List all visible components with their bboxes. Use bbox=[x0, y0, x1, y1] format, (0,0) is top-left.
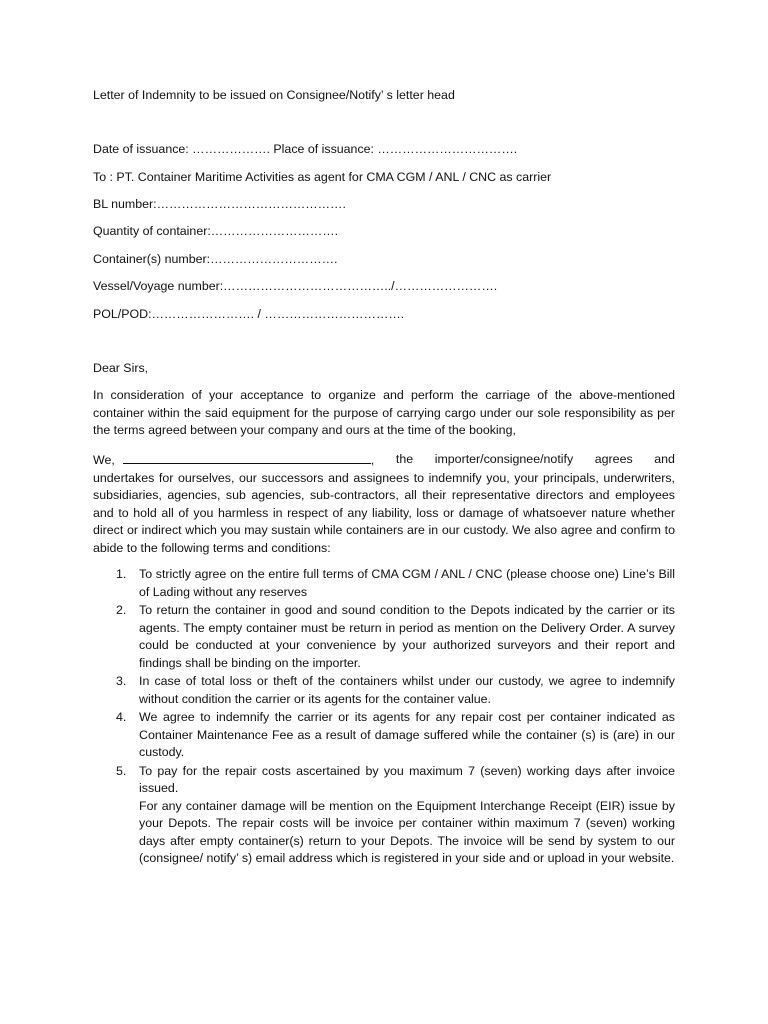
term-item: 2. To return the container in good and sound condition to the Depots indicated by the carrier or its agents. The empty container must be return in period as mention on the Delivery Order. A survey could be conducted at your convenience by your authorized surveyors and their report and findings shall be binding on the importer. bbox=[116, 603, 675, 670]
pol-pod-field: POL/POD:……………………. / ……………………………. bbox=[93, 307, 405, 321]
bl-number-field: BL number:………………………………………. bbox=[93, 197, 346, 211]
date-place-field: Date of issuance: ………………. Place of issuance: ……………………………. bbox=[93, 142, 518, 156]
we-paragraph-text: undertakes for ourselves, our successors and assignees to indemnify you, your principals, underwriters, subsidiaries, agencies, sub agencies, sub-contractors, all their representative directors and employees and to hold all of you harmless in respect of any liability, loss or damage of whatsoever nature whether direct or indirect which you may sustain while containers are in our custody. We also agree and confirm to abide to the following terms and conditions: bbox=[93, 470, 675, 555]
term-item: 1. To strictly agree on the entire full terms of CMA CGM / ANL / CNC (please choose one) Line’s Bill of Lading without any reserves bbox=[116, 567, 675, 599]
importer-name-blank bbox=[123, 451, 371, 464]
terms-list bbox=[93, 566, 675, 869]
salutation: Dear Sirs, bbox=[93, 361, 149, 375]
to-line: To : PT. Container Maritime Activities as agent for CMA CGM / ANL / CNC as carrier bbox=[93, 170, 552, 184]
consideration-paragraph bbox=[93, 387, 675, 440]
vessel-voyage-field: Vessel/Voyage number:…………………………………../……………………. bbox=[93, 279, 498, 293]
we-first-line: We, , the importer/consignee/notify agrees and bbox=[93, 451, 675, 470]
quantity-field: Quantity of container:…………………………. bbox=[93, 224, 339, 238]
we-paragraph bbox=[93, 451, 675, 557]
we-lead: We, , bbox=[93, 453, 375, 467]
containers-field: Container(s) number:…………………………. bbox=[93, 252, 338, 266]
letter-heading: Letter of Indemnity to be issued on Consignee/Notify’ s letter head bbox=[93, 88, 455, 102]
term-item: 3. In case of total loss or theft of the containers whilst under our custody, we agree to indemnify without condition the carrier or its agents for the container value. bbox=[116, 674, 675, 706]
consideration-text: In consideration of your acceptance to organize and perform the carriage of the above-mentioned container within the said equipment for the purpose of carrying cargo under our sole responsibility as per the terms agreed between your company and ours at the time of the booking, bbox=[93, 388, 675, 437]
term-item: 5. To pay for the repair costs ascertained by you maximum 7 (seven) working days after invoice issued. For any container damage will be mention on the Equipment Interchange Receipt (EIR) issue by your Depots. The repair costs will be invoice per container within maximum 7 (seven) working days after empty container(s) return to your Depots. The invoice will be send by system to our (consignee/ notify’ s) email address which is registered in your side and or upload in your website. bbox=[93, 763, 675, 868]
term-item: 4. We agree to indemnify the carrier or its agents for any repair cost per container indicated as Container Maintenance Fee as a result of damage suffered while the container (s) is (are) in our custody. bbox=[116, 710, 675, 759]
term-5-additional-text: For any container damage will be mention on the Equipment Interchange Receipt (EIR) issue by your Depots. The repair costs will be invoice per container within maximum 7 (seven) working days after empty container(s) return to your Depots. The invoice will be send by system to our (consignee/ notify’ s) email address which is registered in your side and or upload in your website. bbox=[139, 798, 675, 865]
